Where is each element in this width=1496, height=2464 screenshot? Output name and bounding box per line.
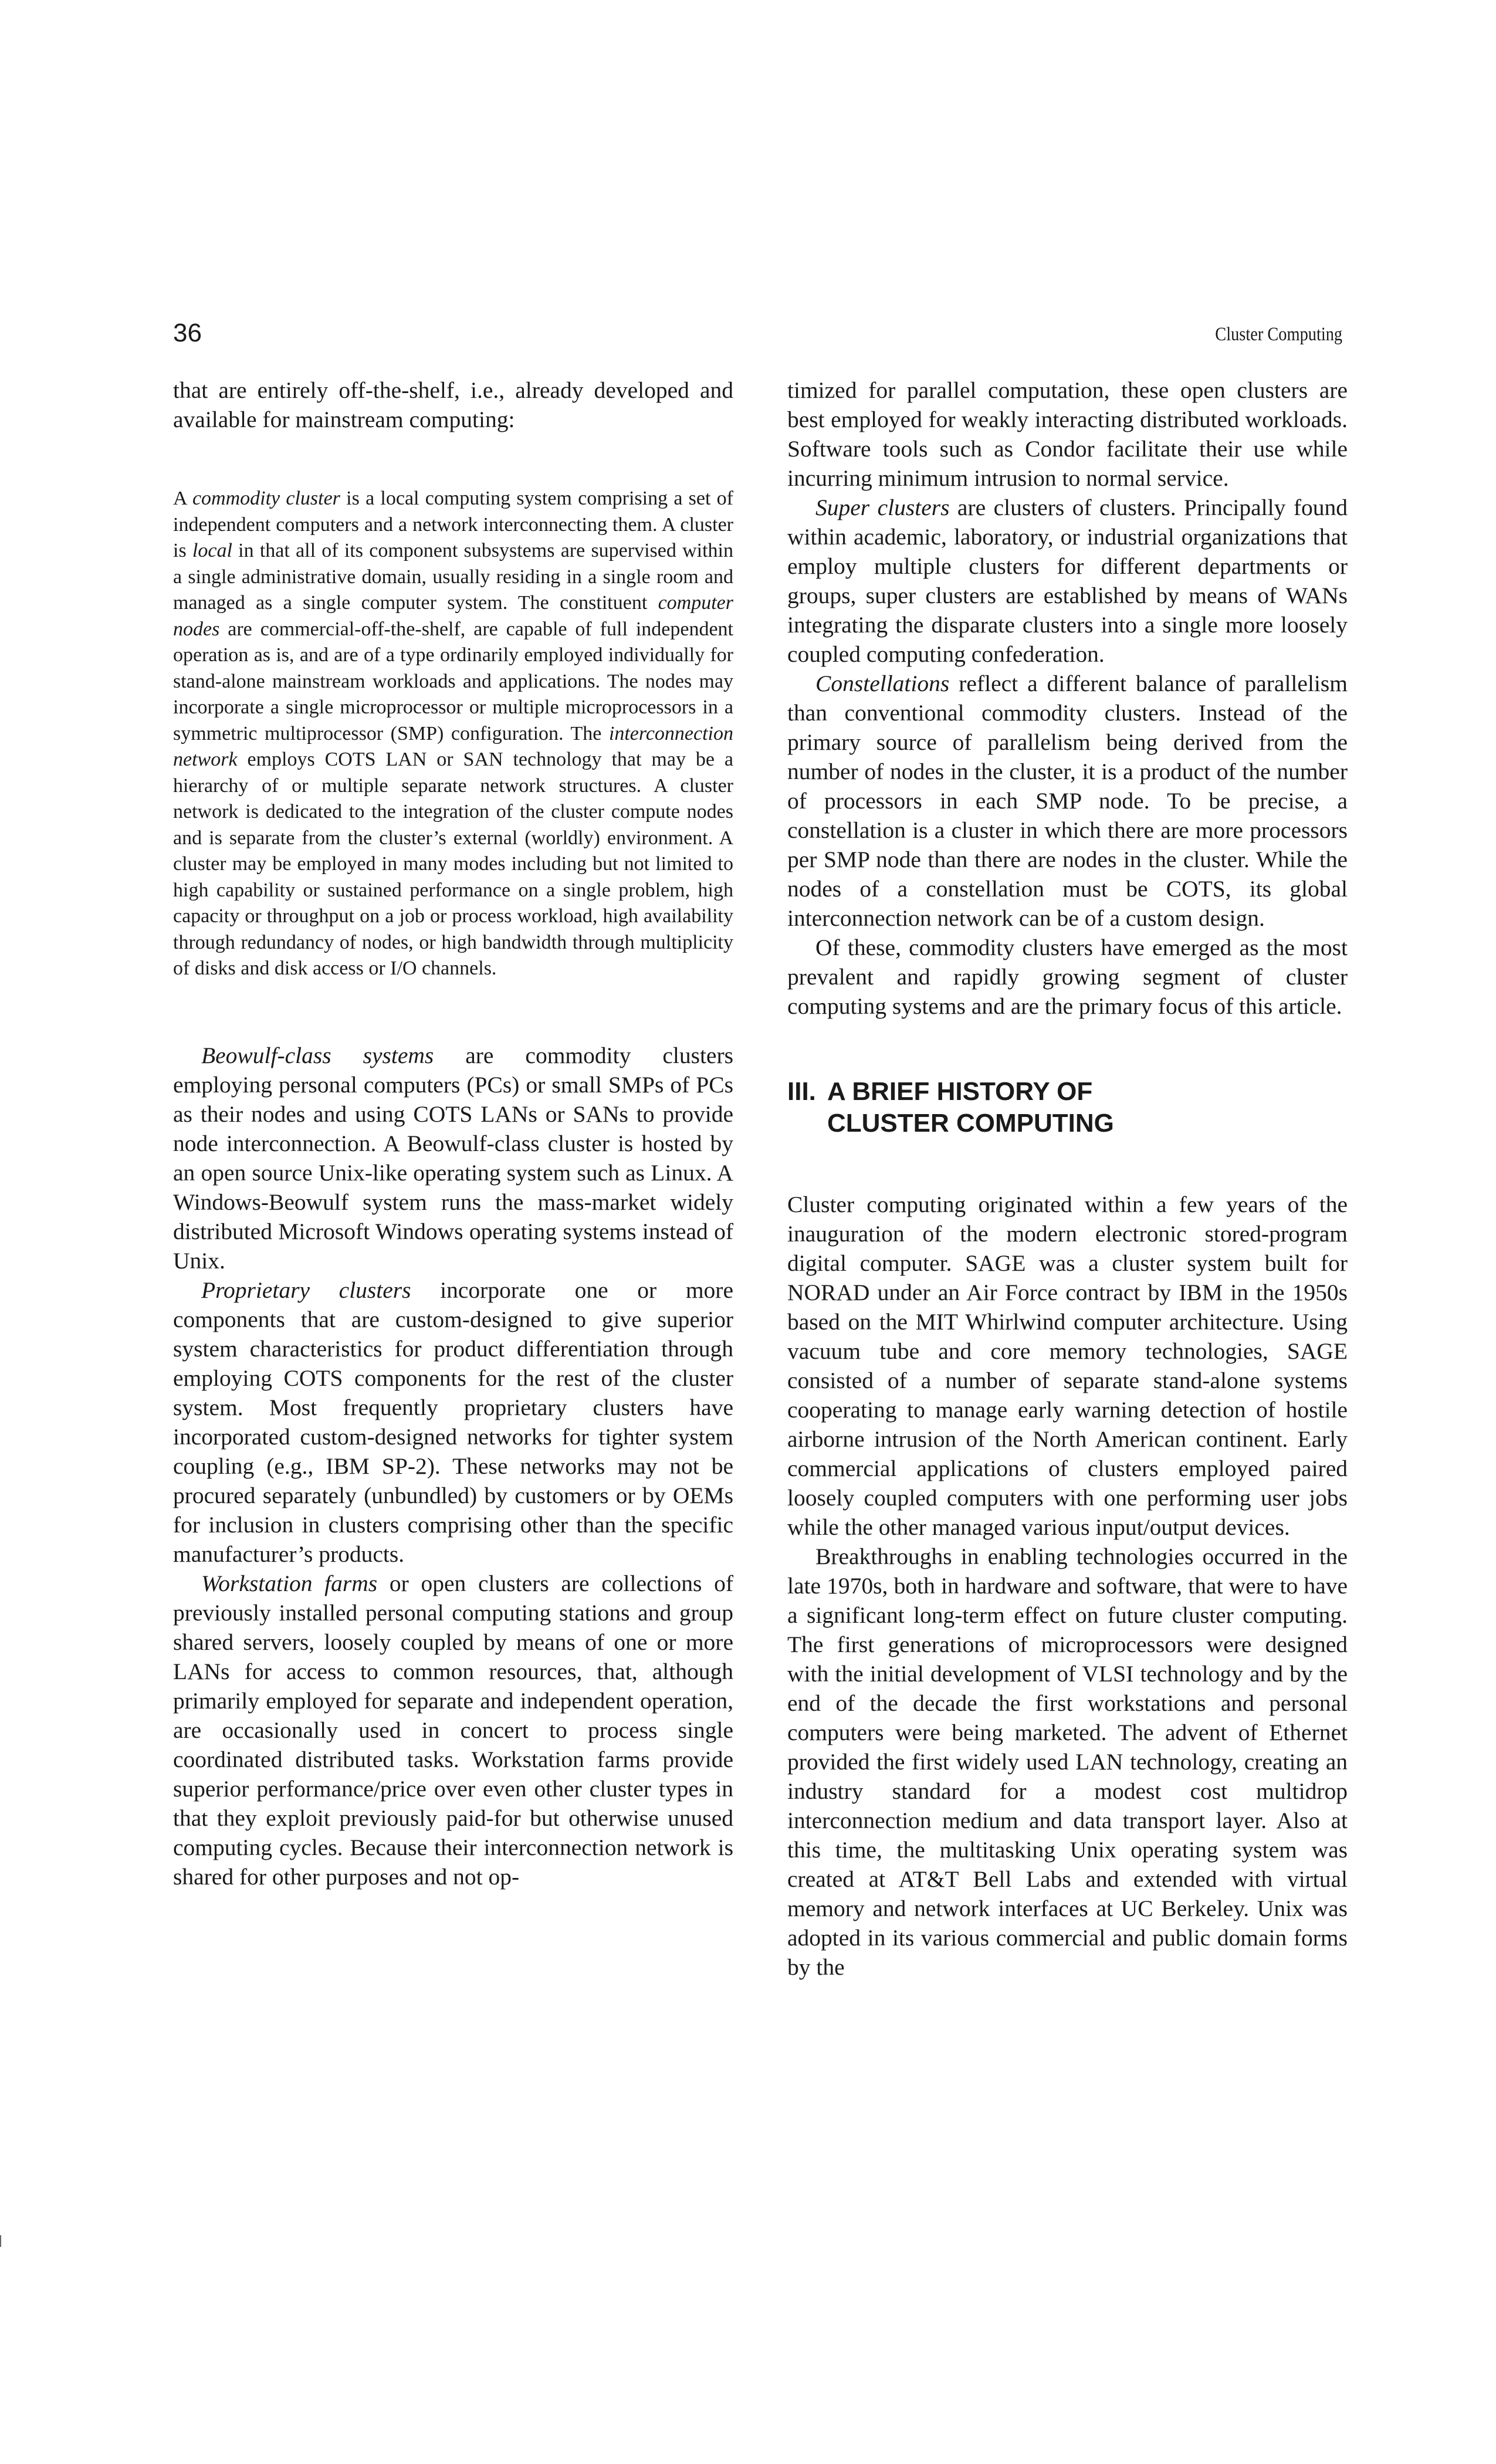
continuation-paragraph: timized for parallel computation, these open clusters are best employed for weakly interacting distributed workloads. Software tools such as Condor facilitate their use while incurring minimum intrusion to normal service. — [787, 377, 1348, 491]
definition-text-5: employs COTS LAN or SAN technology that may be a hierarchy of or multiple separate network structures. A cluster network is dedicated to the integration of the cluster compute nodes and is separate from the cluster’s external (worldly) environment. A cluster may be employed in many modes including but not limited to high capability or sustained performance on a single problem, high capacity or throughput on a job or process workload, high availability through redundancy of nodes, or high bandwidth through multiplicity of disks and disk access or I/O channels. — [173, 749, 733, 979]
summary-paragraph: Of these, commodity clusters have emerged as the most prevalent and rapidly growing segment of cluster computing systems and are the primary focus of this article. — [787, 935, 1348, 1019]
super-clusters-paragraph — [787, 493, 1348, 669]
beowulf-text: are commodity clusters employing personal computers (PCs) or small SMPs of PCs as their nodes and using COTS LANs or SANs to provide node interconnection. A Beowulf-class cluster is hosted by an open source Unix-like operating system such as Linux. A Windows-Beowulf system runs the mass-market widely distributed Microsoft Windows operating systems instead of Unix. — [173, 1042, 733, 1274]
proprietary-paragraph — [173, 1275, 733, 1569]
term-beowulf: Beowulf-class systems — [201, 1042, 434, 1068]
section-heading — [787, 1076, 1348, 1139]
section-title-line1: A BRIEF HISTORY OF — [827, 1077, 1093, 1106]
super-clusters-text: are clusters of clusters. Principally found within academic, laboratory, or industrial organizations that employ multiple clusters for different departments or groups, super clusters are established by means of WANs integrating the disparate clusters into a single more loosely coupled computing confederation. — [787, 495, 1348, 667]
running-head: Cluster Computing — [1215, 324, 1342, 345]
definition-text-4: are commercial-off-the-shelf, are capable of full independent operation as is, and are of a type ordinarily employed individually for stand-alone mainstream workloads and applications. The nodes may incorporate a single microprocessor or multiple microprocessors in a symmetric multiprocessor (SMP) configuration. The — [173, 618, 733, 744]
page-number: 36 — [173, 319, 202, 347]
term-proprietary: Proprietary clusters — [201, 1277, 411, 1303]
definition-text-3: in that all of its component subsystems are supervised within a single administrative domain, usually residing in a single room and managed as a single computer system. The constituent — [173, 540, 733, 614]
workstation-paragraph — [173, 1569, 733, 1891]
history-paragraph-1: Cluster computing originated within a few years of the inauguration of the modern electronic stored-program digital computer. SAGE was a cluster system built for NORAD under an Air Force contract by IBM in the 1950s based on the MIT Whirlwind computer architecture. Using vacuum tube and core memory technologies, SAGE consisted of a number of separate stand-alone systems cooperating to manage early warning detection of hostile airborne intrusion of the North American continent. Early commercial applications of clusters employed paired loosely coupled computers with one performing user jobs while the other managed various input/output devices. — [787, 1192, 1348, 1540]
right-column — [787, 375, 1348, 1982]
term-super-clusters: Super clusters — [815, 495, 950, 520]
constellations-paragraph — [787, 669, 1348, 933]
commodity-cluster-definition — [173, 486, 733, 982]
margin-crop-mark — [0, 2235, 1, 2247]
definition-text-2: is a local computing system comprising a set of independent computers and a network interconnecting them. A cluster is — [173, 488, 734, 561]
proprietary-text: incorporate one or more components that are custom-designed to give superior system characteristics for product differentiation through employing COTS components for the rest of the cluster system. Most frequently proprietary clusters have incorporated custom-designed networks for tighter system coupling (e.g., IBM SP-2). These networks may not be procured separately (unbundled) by customers or by OEMs for inclusion in clusters comprising other than the specific manufacturer’s products. — [173, 1277, 733, 1567]
term-constellations: Constellations — [815, 671, 950, 696]
intro-paragraph: that are entirely off-the-shelf, i.e., already developed and available for mainstream computing: — [173, 377, 733, 432]
term-workstation-farms: Workstation farms — [201, 1570, 378, 1596]
left-column — [173, 375, 733, 1891]
section-number: III. — [787, 1077, 816, 1106]
term-local: local — [192, 540, 232, 561]
section-title-line2: CLUSTER COMPUTING — [827, 1109, 1114, 1138]
term-computer-nodes: computer nodes — [173, 592, 733, 640]
beowulf-paragraph — [173, 1041, 733, 1275]
workstation-text: or open clusters are collections of previously installed personal computing stations and group shared servers, loosely coupled by means of one or more LANs for access to common resources, that, although primarily employed for separate and independent operation, are occasionally used in concert to process single coordinated distributed tasks. Workstation farms provide superior performance/price over even other cluster types in that they exploit previously paid-for but otherwise unused computing cycles. Because their interconnection network is shared for other purposes and not op- — [173, 1570, 733, 1890]
definition-text-1: A — [173, 488, 192, 509]
constellations-text: reflect a different balance of parallelism than conventional commodity clusters. Instead of the primary source of parallelism being derived from the number of nodes in the cluster, it is a product of the number of processors in each SMP node. To be precise, a constellation is a cluster in which there are more processors per SMP node than there are nodes in the cluster. While the nodes of a constellation must be COTS, its global interconnection network can be of a custom design. — [787, 671, 1348, 931]
history-paragraph-2: Breakthroughs in enabling technologies occurred in the late 1970s, both in hardware and software, that were to have a significant long-term effect on future cluster computing. The first generations of microprocessors were designed with the initial development of VLSI technology and by the end of the decade the first workstations and personal computers were being marketed. The advent of Ethernet provided the first widely used LAN technology, creating an industry standard for a modest cost multidrop interconnection medium and data transport layer. Also at this time, the multitasking Unix operating system was created at AT&T Bell Labs and extended with virtual memory and network interfaces at UC Berkeley. Unix was adopted in its various commercial and public domain forms by the — [787, 1544, 1348, 1980]
term-commodity-cluster: commodity cluster — [192, 488, 340, 509]
term-interconnection-network: interconnection network — [173, 722, 733, 770]
